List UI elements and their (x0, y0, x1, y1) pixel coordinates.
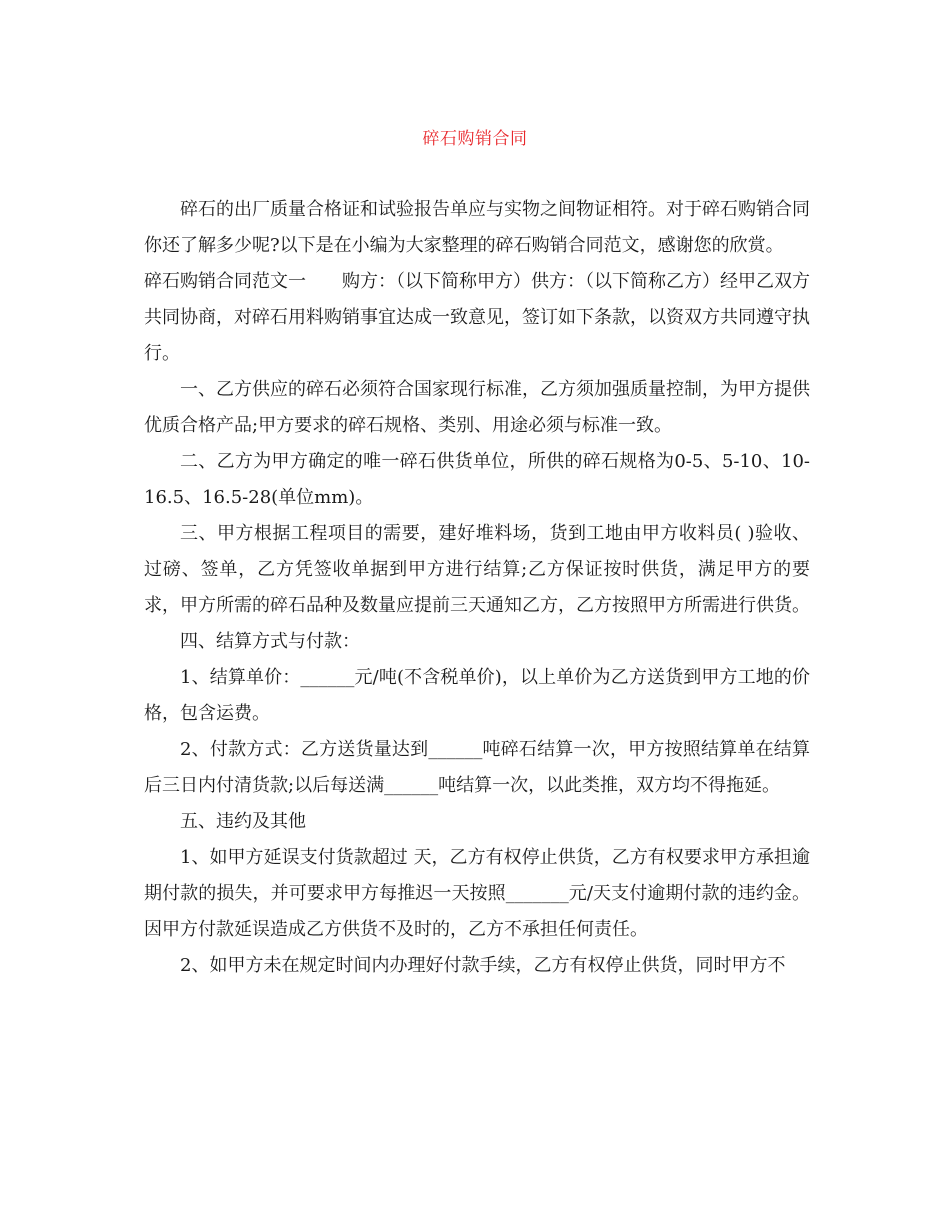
clause-5-item-1: 1、如甲方延误支付货款超过 天，乙方有权停止供货，乙方有权要求甲方承担逾期付款的损失，并可要求甲方每推迟一天按照_______元/天支付逾期付款的违约金。因甲方付款延误造成乙方供货不及时的，乙方不承担任何责任。 (144, 847, 810, 940)
clause-4-item-2: 2、付款方式：乙方送货量达到______吨碎石结算一次，甲方按照结算单在结算后三日内付清货款;以后每送满______吨结算一次，以此类推，双方均不得拖延。 (144, 739, 810, 796)
intro-paragraph: 碎石的出厂质量合格证和试验报告单应与实物之间物证相符。对于碎石购销合同你还了解多少呢?以下是在小编为大家整理的碎石购销合同范文，感谢您的欣赏。 (144, 199, 810, 256)
document-body (144, 192, 810, 984)
contract-parties-paragraph: 碎石购销合同范文一 购方：（以下简称甲方）供方：（以下简称乙方）经甲乙双方共同协商，对碎石用料购销事宜达成一致意见，签订如下条款，以资双方共同遵守执行。 (144, 271, 810, 364)
document-title: 碎石购销合同 (422, 129, 528, 149)
clause-3-paragraph: 三、甲方根据工程项目的需要，建好堆料场，货到工地由甲方收料员( )验收、过磅、签单，乙方凭签收单据到甲方进行结算;乙方保证按时供货，满足甲方的要求，甲方所需的碎石品种及数量应提前三天通知乙方，乙方按照甲方所需进行供货。 (144, 523, 810, 616)
clause-5-heading: 五、违约及其他 (180, 811, 306, 832)
clause-5-item-2: 2、如甲方未在规定时间内办理好付款手续，乙方有权停止供货，同时甲方不 (180, 955, 786, 976)
clause-4-item-1: 1、结算单价：______元/吨(不含税单价)，以上单价为乙方送货到甲方工地的价格，包含运费。 (144, 667, 810, 724)
clause-1-paragraph: 一、乙方供应的碎石必须符合国家现行标准，乙方须加强质量控制，为甲方提供优质合格产品;甲方要求的碎石规格、类别、用途必须与标准一致。 (144, 379, 810, 436)
clause-4-heading: 四、结算方式与付款： (180, 631, 360, 652)
clause-2-paragraph: 二、乙方为甲方确定的唯一碎石供货单位，所供的碎石规格为0-5、5-10、10-16.5、16.5-28(单位mm)。 (144, 451, 810, 508)
